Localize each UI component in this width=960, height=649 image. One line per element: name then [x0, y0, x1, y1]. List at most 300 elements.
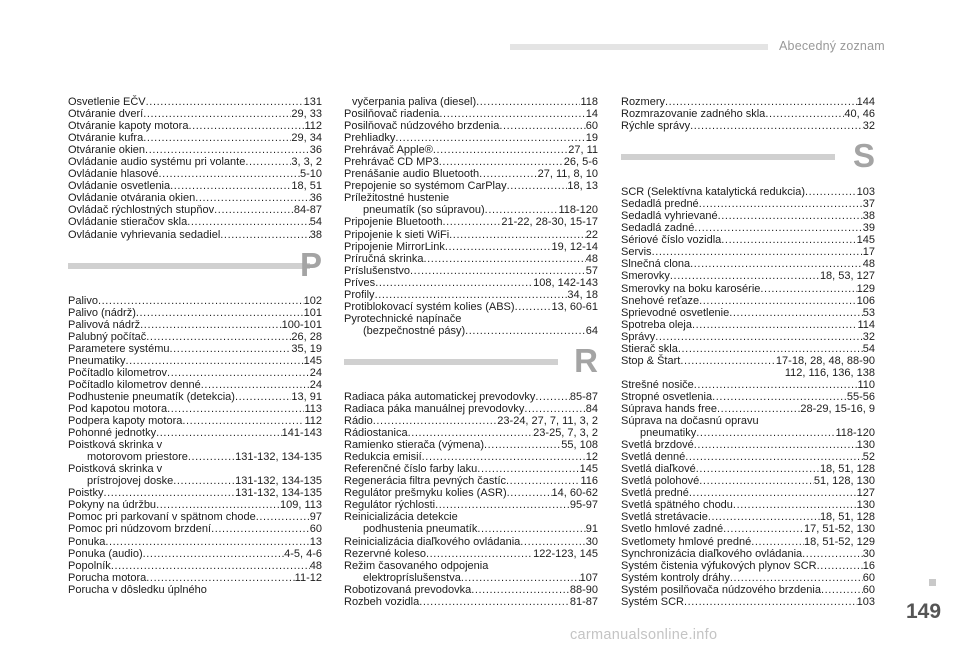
index-page-ref: 38 [862, 210, 875, 223]
index-page-ref: 109, 113 [279, 499, 322, 512]
index-entry [68, 229, 322, 241]
index-term: Regulátor prešmyku kolies (ASR) [344, 487, 507, 500]
index-term: Regenerácia filtra pevných častíc [344, 475, 507, 488]
index-page-ref: 54 [309, 216, 322, 229]
index-page-ref: 145 [303, 354, 322, 367]
index-term: Ovládanie audio systému pri volante [68, 156, 246, 169]
index-term: Radiaca páka automatickej prevodovky [344, 390, 536, 403]
index-entry [68, 379, 322, 391]
dot-leader [680, 355, 776, 367]
dot-leader [156, 427, 282, 439]
index-entry [344, 560, 598, 572]
dot-leader [187, 216, 310, 228]
index-term: Pomoc pri parkovaní v spätnom chode [68, 511, 256, 524]
index-page-ref: 13, 60-61 [551, 300, 598, 313]
dot-leader [125, 355, 303, 367]
index-entry [344, 216, 598, 228]
index-entry [621, 307, 875, 319]
dot-leader [665, 96, 857, 108]
index-term: Parametere systému [68, 342, 170, 355]
index-page-ref: 60 [309, 523, 322, 536]
index-entry [621, 258, 875, 270]
index-term: Počítadlo kilometrov denné [68, 378, 201, 391]
dot-leader [408, 427, 534, 439]
index-term: Rozbeh vozidla [344, 595, 420, 608]
index-page-ref: 118-120 [835, 427, 875, 440]
index-page-ref: 24 [309, 378, 322, 391]
dot-leader [375, 277, 533, 289]
index-entry [68, 355, 322, 367]
dot-leader [423, 253, 585, 265]
dot-leader [182, 415, 304, 427]
index-page-ref: 118-120 [558, 204, 598, 217]
dot-leader [98, 295, 304, 307]
index-term: Počítadlo kilometrov [68, 366, 168, 379]
index-term: Sedadlá zadné [621, 222, 695, 235]
dot-leader [485, 204, 559, 216]
index-page-ref: 27, 11, 8, 10 [537, 168, 598, 181]
index-term: Pohonné jednotky [68, 427, 157, 440]
index-term: Systém SCR [621, 595, 684, 608]
dot-leader [214, 204, 294, 216]
index-page-ref: 91 [585, 523, 598, 536]
index-page-ref: 145 [856, 234, 875, 247]
dot-leader [105, 536, 309, 548]
index-page-ref: 16 [862, 559, 875, 572]
index-page-ref: 40, 46 [844, 108, 875, 121]
index-entry [621, 427, 875, 439]
index-term: Palivo [68, 294, 98, 307]
index-term: Referenčné číslo farby laku [344, 463, 478, 476]
index-term: Osvetlenie EČV [68, 96, 146, 108]
dot-leader [655, 331, 863, 343]
index-page-ref: 127 [856, 487, 875, 500]
dot-leader [145, 144, 310, 156]
index-page-ref: 18, 51, 128 [819, 463, 875, 476]
index-term: Radiaca páka manuálnej prevodovky [344, 402, 525, 415]
dot-leader [146, 96, 304, 108]
index-entry [68, 463, 322, 475]
dot-leader [146, 572, 294, 584]
dot-leader [479, 168, 537, 180]
index-page-ref: 18, 53, 127 [819, 270, 875, 283]
dot-leader [188, 451, 235, 463]
index-term: Prenášanie audio Bluetooth [344, 168, 480, 181]
dot-leader [696, 463, 820, 475]
index-page-ref: 101 [303, 306, 322, 319]
index-entry [621, 451, 875, 463]
index-entry [68, 204, 322, 216]
index-term: Príručná skrinka [344, 252, 424, 265]
index-entry [344, 415, 598, 427]
index-entry [621, 487, 875, 499]
index-page-ref: 112 [304, 415, 322, 428]
dot-leader [484, 439, 561, 451]
index-page-ref: 108, 142-143 [533, 276, 598, 289]
index-entry [621, 572, 875, 584]
index-page-ref: 19, 12-14 [551, 240, 598, 253]
index-entry [344, 451, 598, 463]
index-entry [344, 439, 598, 451]
index-term: Prepojenie so systémom CarPlay [344, 180, 507, 193]
index-page-ref: 131-132, 134-135 [235, 475, 322, 488]
index-entry [344, 487, 598, 499]
dot-leader [805, 186, 857, 198]
index-term: Otváranie kufra [68, 132, 144, 145]
index-page-ref: 38 [309, 228, 322, 241]
index-entry [68, 343, 322, 355]
index-term: Smerovky [621, 270, 670, 283]
index-page-ref: 84-87 [293, 204, 322, 217]
dot-leader [535, 391, 569, 403]
index-term: Rádiostanica [344, 427, 408, 440]
index-page-ref: 106 [856, 294, 875, 307]
index-term: Poistky [68, 487, 104, 500]
index-page-ref: 17-18, 28, 48, 88-90 [775, 354, 875, 367]
index-page-ref: 34, 18 [567, 288, 598, 301]
index-page-ref: 13 [309, 535, 322, 548]
index-term: Pripojenie k sieti WiFi [344, 228, 450, 241]
index-entry [68, 120, 322, 132]
index-term: motorovom priestore [87, 451, 188, 464]
dot-leader [723, 523, 804, 535]
index-term: Popolník [68, 559, 111, 572]
index-term: Svetlomety hmlové predné [621, 535, 752, 548]
index-entry [68, 331, 322, 343]
index-term: pneumatiky [640, 427, 697, 440]
index-entry [68, 108, 322, 120]
dot-leader [721, 234, 856, 246]
index-entry [621, 499, 875, 511]
dot-leader [245, 156, 291, 168]
index-page-ref: 54 [862, 342, 875, 355]
dot-leader [699, 198, 863, 210]
index-page-ref: 100-101 [281, 318, 322, 331]
letter-heading: R [574, 341, 598, 379]
index-term: Protiblokovací systém kolies (ABS) [344, 300, 515, 313]
index-entry [68, 439, 322, 451]
index-page-ref: 29, 34 [291, 132, 322, 145]
index-term: Rozmrazovanie zadného skla [621, 108, 766, 121]
index-page-ref: 36 [309, 192, 322, 205]
index-entry [68, 156, 322, 168]
index-entry [621, 536, 875, 548]
index-entry [621, 234, 875, 246]
index-entry [621, 355, 875, 367]
index-term: Ponuka [68, 535, 106, 548]
index-term: Ovládanie osvetlenia [68, 180, 171, 193]
dot-leader [188, 120, 304, 132]
dot-leader [692, 319, 858, 331]
index-page-ref: 103 [856, 595, 875, 608]
index-entry [621, 511, 875, 523]
index-term: Posilňovač núdzového brzdenia [344, 120, 500, 133]
dot-leader [751, 536, 804, 548]
index-term: Pomoc pri núdzovom brzdení [68, 523, 212, 536]
dot-leader [690, 120, 863, 132]
dot-leader [220, 229, 309, 241]
index-entry [344, 511, 598, 523]
index-entry [344, 96, 598, 108]
index-page-ref: 145 [579, 463, 598, 476]
dot-leader [461, 572, 580, 584]
index-entry [621, 108, 875, 120]
index-term: Svetlá spätného chodu [621, 499, 733, 512]
index-page-ref: 84 [585, 402, 598, 415]
index-entry [344, 463, 598, 475]
letter-divider [344, 340, 598, 384]
dot-leader [476, 96, 580, 108]
dot-leader [506, 475, 580, 487]
dot-leader [712, 391, 847, 403]
index-entry [68, 307, 322, 319]
dot-leader [426, 548, 533, 560]
index-page-ref: 48 [309, 559, 322, 572]
index-entry [344, 548, 598, 560]
index-term: Sedadlá predné [621, 198, 699, 211]
index-term: Ovládanie hlasové [68, 168, 159, 181]
index-page-ref: 64 [585, 324, 598, 337]
index-entry [621, 596, 875, 608]
index-page-ref: 36 [309, 144, 322, 157]
index-term: Ovládanie stieračov skla [68, 216, 188, 229]
index-entry [68, 560, 322, 572]
index-page-ref: 52 [862, 451, 875, 464]
index-entry [621, 295, 875, 307]
index-term: Svetlá denné [621, 451, 686, 464]
index-page-ref: 22 [585, 228, 598, 241]
dot-leader [690, 258, 863, 270]
index-term: Pripojenie MirrorLink [344, 240, 445, 253]
index-entry [68, 427, 322, 439]
index-entry [621, 186, 875, 198]
dot-leader [235, 391, 291, 403]
dot-leader [821, 584, 863, 596]
index-page-ref: 39 [862, 222, 875, 235]
index-page-ref: 17 [862, 246, 875, 259]
index-term: Svetlá brzdové [621, 439, 694, 452]
index-entry [68, 548, 322, 560]
index-term: Režim časovaného odpojenia [344, 559, 489, 572]
index-term: Palubný počítač [68, 330, 147, 343]
dot-leader [211, 523, 310, 535]
index-page-ref: 26, 5-6 [563, 156, 598, 169]
index-term: Stop & Štart [621, 354, 681, 367]
index-entry [621, 367, 875, 379]
index-term: Rozmery [621, 96, 666, 108]
index-page-ref: 114 [857, 318, 875, 331]
index-page-ref: 141-143 [281, 427, 322, 440]
index-term: Rýchle správy [621, 120, 691, 133]
dot-leader [143, 548, 284, 560]
header-rule [510, 44, 768, 50]
index-term: Sprievodné osvetlenie [621, 306, 730, 319]
letter-divider-bar [344, 359, 558, 365]
index-term: Svetlo hmlové zadné [621, 523, 724, 536]
index-term: Pokyny na údržbu [68, 499, 157, 512]
index-page-ref: 113 [304, 402, 322, 415]
index-entry [344, 132, 598, 144]
index-entry [68, 572, 322, 584]
dot-leader [375, 289, 568, 301]
index-page-ref: 23-25, 7, 3, 2 [533, 427, 598, 440]
index-term: Otváranie okien [68, 144, 146, 157]
index-term: Palivová nádrž [68, 318, 141, 331]
index-entry [344, 475, 598, 487]
index-term: Pripojenie Bluetooth [344, 216, 443, 229]
letter-divider [68, 244, 322, 288]
dot-leader [765, 108, 844, 120]
index-page-ref: 48 [862, 258, 875, 271]
index-entry [68, 475, 322, 487]
index-term: Prehrávač Apple® [344, 144, 433, 157]
index-entry [344, 403, 598, 415]
index-entry [68, 523, 322, 535]
dot-leader [477, 463, 579, 475]
index-entry [344, 499, 598, 511]
watermark: carmanualsonline.info [570, 627, 718, 643]
index-entry [68, 415, 322, 427]
dot-leader [718, 210, 863, 222]
index-entry [621, 246, 875, 258]
dot-leader [373, 415, 498, 427]
index-term: (bezpečnostné pásy) [363, 324, 466, 337]
index-entry [621, 270, 875, 282]
index-entry [621, 343, 875, 355]
dot-leader [173, 475, 235, 487]
index-page-ref: 29, 33 [291, 108, 322, 121]
dot-leader [442, 216, 501, 228]
dot-leader [445, 241, 552, 253]
index-entry [68, 96, 322, 108]
index-entry [68, 192, 322, 204]
index-term: Ramienko stierača (výmena) [344, 439, 484, 452]
index-term: Servis [621, 246, 652, 259]
section-title: Abecedný zoznam [779, 39, 885, 53]
dot-leader [699, 295, 857, 307]
dot-leader [449, 229, 586, 241]
index-page-ref: 131 [303, 96, 322, 108]
index-term: Otváranie kapoty motora [68, 120, 189, 133]
dot-leader [201, 379, 310, 391]
index-page-ref: 18, 13 [567, 180, 598, 193]
dot-leader [729, 307, 863, 319]
index-term: Systém posilňovača núdzového brzdenia [621, 583, 821, 596]
index-page-ref: 51, 128, 130 [813, 475, 875, 488]
index-page-ref: 12 [585, 451, 598, 464]
dot-leader [685, 451, 863, 463]
index-entry [68, 180, 322, 192]
index-entry [68, 367, 322, 379]
index-entry [344, 108, 598, 120]
index-term: Stierač skla [621, 342, 678, 355]
index-term: Sedadlá vyhrievané [621, 210, 718, 223]
index-entry [621, 584, 875, 596]
index-entry [344, 168, 598, 180]
index-page-ref: 30 [585, 535, 598, 548]
index-entry [344, 584, 598, 596]
index-page-ref: 88-90 [569, 583, 598, 596]
index-column-2 [344, 96, 598, 608]
index-page-ref: 18, 51-52, 129 [804, 535, 875, 548]
dot-leader [694, 379, 858, 391]
index-term: Palivo (nádrž) [68, 306, 136, 319]
index-page-ref: 37 [862, 198, 875, 211]
index-term: Pod kapotou motora [68, 402, 168, 415]
index-term: Pneumatiky [68, 354, 126, 367]
index-entry [68, 319, 322, 331]
index-term: Synchronizácia diaľkového ovládania [621, 547, 803, 560]
dot-leader [499, 120, 585, 132]
index-page-ref: 18, 51, 128 [819, 511, 875, 524]
index-page-ref: 131-132, 134-135 [235, 487, 322, 500]
dot-leader [167, 403, 304, 415]
index-term: Porucha motora [68, 571, 147, 584]
index-page-ref: 30 [862, 547, 875, 560]
index-page-ref: 53 [862, 306, 875, 319]
index-entry [68, 132, 322, 144]
index-entry [344, 523, 598, 535]
index-entry [621, 210, 875, 222]
index-entry [621, 523, 875, 535]
letter-heading: P [299, 245, 322, 283]
index-page-ref: 24 [309, 366, 322, 379]
index-term: Strešné nosiče [621, 378, 694, 391]
index-entry [621, 548, 875, 560]
index-entry [621, 391, 875, 403]
index-term: Redukcia emisií [344, 451, 422, 464]
dot-leader [140, 319, 281, 331]
index-entry [621, 475, 875, 487]
index-page-ref: 60 [862, 571, 875, 584]
index-page-ref: 13, 91 [291, 390, 322, 403]
dot-leader [136, 307, 304, 319]
index-page-ref: 27, 11 [568, 144, 598, 157]
index-term: Podhustenie pneumatík (detekcia) [68, 390, 235, 403]
dot-leader [410, 265, 586, 277]
index-entry [621, 415, 875, 427]
dot-leader [395, 132, 585, 144]
index-entry [68, 487, 322, 499]
index-entry [621, 120, 875, 132]
index-page-ref: 60 [585, 120, 598, 133]
index-entry [68, 499, 322, 511]
dot-leader [169, 343, 291, 355]
dot-leader [170, 180, 291, 192]
index-page-ref: 110 [857, 378, 875, 391]
index-entry [344, 120, 598, 132]
index-page-ref: 116 [580, 475, 598, 488]
index-entry [344, 427, 598, 439]
index-term: Ovládač rýchlostných stupňov [68, 204, 215, 217]
dot-leader [146, 331, 291, 343]
index-term: elektropríslušenstva [363, 571, 461, 584]
index-term: Príves [344, 276, 376, 289]
index-entry [68, 403, 322, 415]
dot-leader [515, 301, 552, 313]
letter-divider [621, 135, 875, 179]
index-page-ref: 103 [856, 186, 875, 199]
index-term: Prehrávač CD MP3 [344, 156, 439, 169]
index-term: Ovládanie otvárania okien [68, 192, 196, 205]
index-term: Robotizovaná prevodovka [344, 583, 472, 596]
index-page-ref: 5-10 [299, 168, 322, 181]
index-term: Rezervné koleso [344, 547, 426, 560]
index-entry [344, 391, 598, 403]
index-entry [344, 289, 598, 301]
index-entry [68, 144, 322, 156]
index-term: Pyrotechnické napínače [344, 312, 462, 325]
